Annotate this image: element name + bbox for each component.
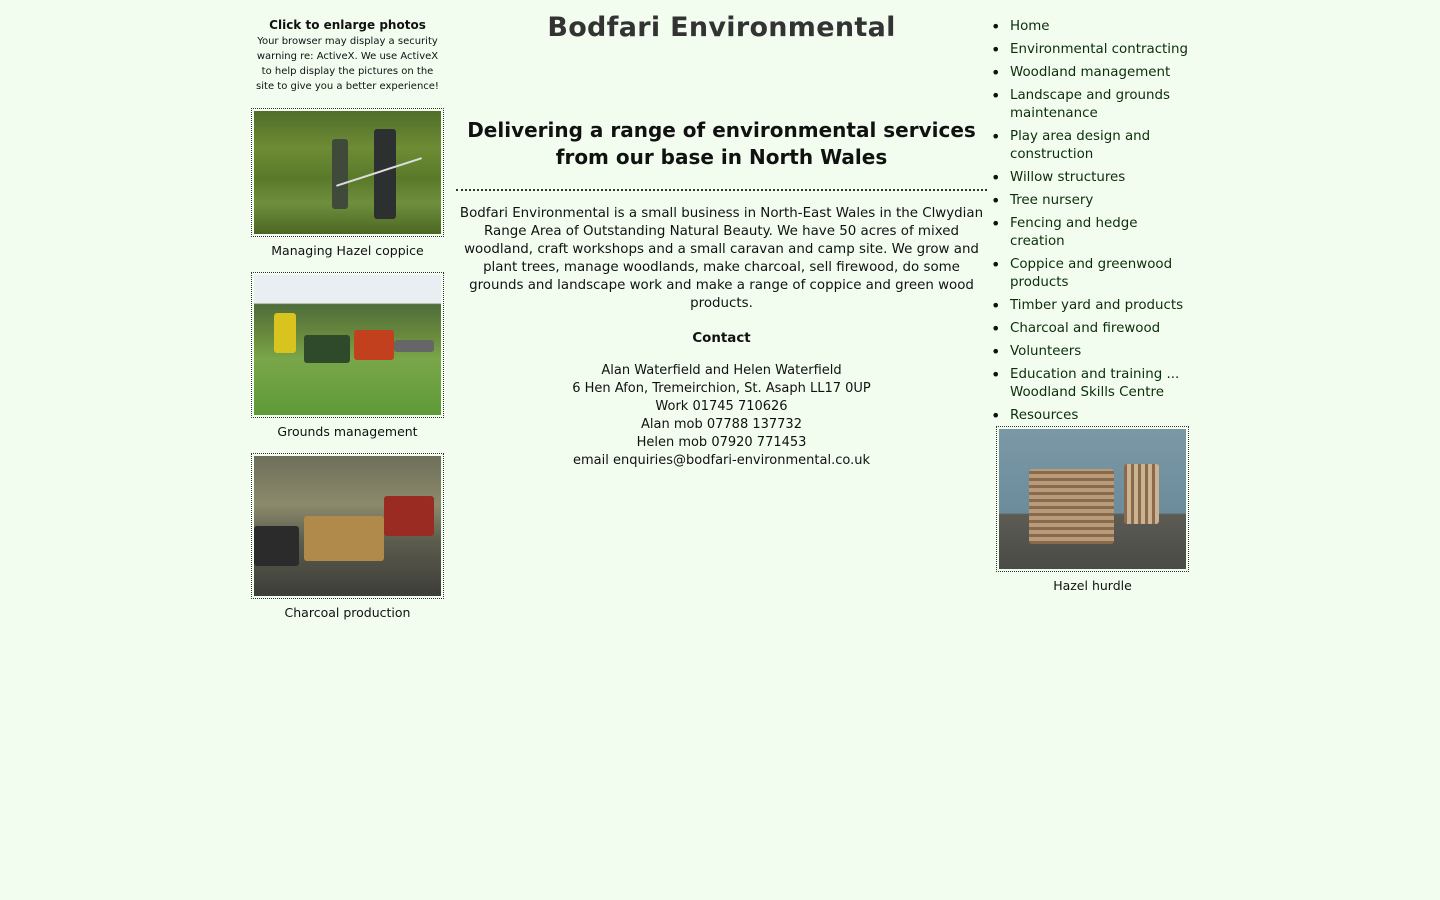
photo-caption: Charcoal production <box>284 605 411 620</box>
nav-link[interactable]: Tree nursery <box>1010 193 1094 208</box>
nav-item-landscape-grounds <box>990 87 1190 123</box>
divider <box>456 189 987 191</box>
contact-details <box>456 362 987 470</box>
photo-charcoal-production[interactable] <box>251 453 444 599</box>
nav-link[interactable]: Woodland management <box>1010 65 1171 80</box>
nav-link[interactable]: Environmental contracting <box>1010 42 1189 57</box>
contact-alan-mobile: Alan mob 07788 137732 <box>641 417 802 432</box>
nav-item-home <box>990 18 1190 36</box>
nav-item-woodland-management <box>990 64 1190 82</box>
main-content <box>456 12 987 470</box>
grounds-management-image <box>254 275 441 415</box>
charcoal-production-image <box>254 456 441 596</box>
nav-item-timber-yard <box>990 297 1190 315</box>
nav-item-resources <box>990 407 1190 425</box>
nav-link[interactable]: Home <box>1010 19 1050 34</box>
photo-caption: Hazel hurdle <box>1053 578 1132 593</box>
photo-column <box>250 16 445 620</box>
nav-item-environmental-contracting <box>990 41 1190 59</box>
contact-heading: Contact <box>692 331 751 346</box>
nav-item-charcoal-firewood <box>990 320 1190 338</box>
contact-work-phone: Work 01745 710626 <box>655 399 788 414</box>
nav-item-volunteers <box>990 343 1190 361</box>
intro-text: Bodfari Environmental is a small business in North-East Wales in the Clwydian Range Area of Outstanding Natural Beauty. We have 50 acres of mixed woodland, craft workshops and a small caravan and camp site. We grow and plant trees, manage woodlands, make charcoal, sell firewood, do some grounds and landscape work and make a range of coppice and green wood products. <box>459 206 984 311</box>
nav-link[interactable]: Charcoal and firewood <box>1010 321 1161 336</box>
contact-email[interactable]: email enquiries@bodfari-environmental.co.uk <box>573 453 870 468</box>
nav-item-fencing-hedge <box>990 215 1190 251</box>
nav-link[interactable]: Play area design and construction <box>1010 129 1151 162</box>
tagline: Delivering a range of environmental services from our base in North Wales <box>467 118 976 169</box>
photo-caption: Grounds management <box>277 424 418 439</box>
site-nav <box>990 18 1190 430</box>
nav-link[interactable]: Education and training ... Woodland Skills Centre <box>1010 367 1180 400</box>
nav-link[interactable]: Timber yard and products <box>1010 298 1184 313</box>
nav-link[interactable]: Resources <box>1010 408 1079 423</box>
nav-link[interactable]: Willow structures <box>1010 170 1126 185</box>
hazel-hurdle-image <box>999 429 1186 569</box>
photo-hazel-coppice[interactable] <box>251 108 444 237</box>
nav-item-willow-structures <box>990 169 1190 187</box>
enlarge-photos-note: Click to enlarge photos <box>269 18 426 32</box>
contact-address: 6 Hen Afon, Tremeirchion, St. Asaph LL17 0UP <box>572 381 871 396</box>
contact-names: Alan Waterfield and Helen Waterfield <box>601 363 842 378</box>
nav-link[interactable]: Coppice and greenwood products <box>1010 257 1173 290</box>
photo-caption: Managing Hazel coppice <box>271 243 424 258</box>
nav-item-education-training <box>990 366 1190 402</box>
nav-item-coppice-greenwood <box>990 256 1190 292</box>
contact-helen-mobile: Helen mob 07920 771453 <box>636 435 807 450</box>
photo-hazel-hurdle[interactable] <box>996 426 1189 572</box>
nav-link[interactable]: Volunteers <box>1010 344 1082 359</box>
site-title: Bodfari Environmental <box>547 12 896 43</box>
hazel-coppice-image <box>254 111 441 234</box>
nav-item-play-area <box>990 128 1190 164</box>
nav-link[interactable]: Landscape and grounds maintenance <box>1010 88 1170 121</box>
nav-item-tree-nursery <box>990 192 1190 210</box>
activex-warning-note: Your browser may display a security warning re: ActiveX. We use ActiveX to help display the pictures on the site to give you a better experience! <box>256 36 439 92</box>
side-photo-block <box>996 426 1189 593</box>
photo-grounds-management[interactable] <box>251 272 444 418</box>
nav-link[interactable]: Fencing and hedge creation <box>1010 216 1138 249</box>
